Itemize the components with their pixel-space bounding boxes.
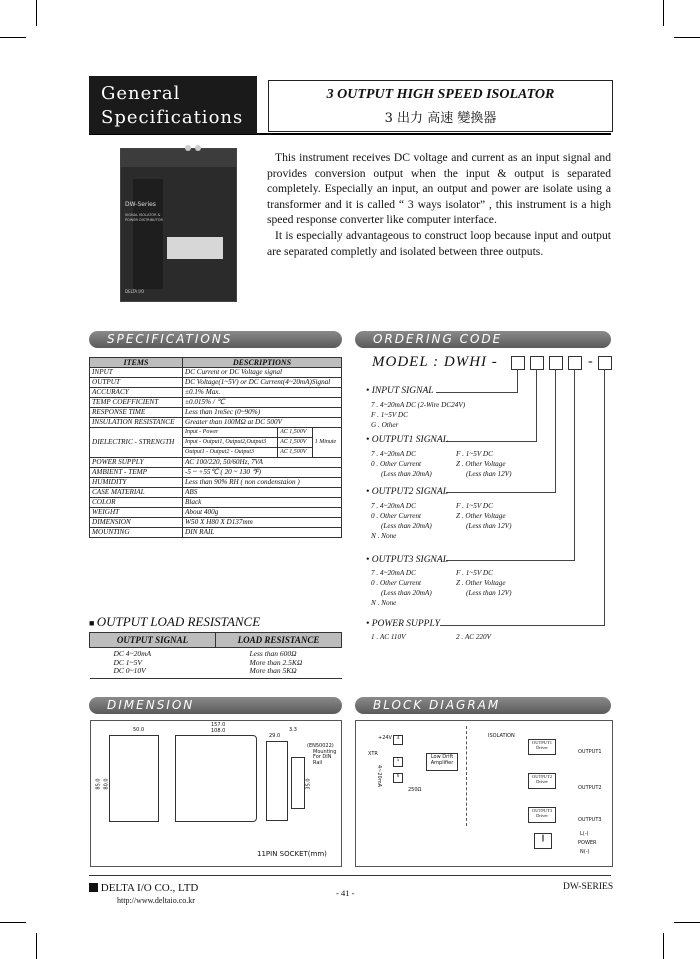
block-diagram-bar: BLOCK DIAGRAM <box>355 697 611 714</box>
column-header-output-signal: OUTPUT SIGNAL <box>90 633 216 648</box>
crop-mark <box>663 0 664 26</box>
code-box-power <box>598 356 612 370</box>
ordering-group-title-text: OUTPUT3 SIGNAL <box>371 555 448 565</box>
spec-desc: ±0.015% / ℃ <box>183 398 342 408</box>
socket-view <box>266 741 288 821</box>
spec-item: COLOR <box>90 498 183 508</box>
ordering-option: N . None <box>371 532 397 540</box>
connector-line <box>536 369 537 441</box>
xtr-label: XTR <box>368 751 378 757</box>
connector-line <box>517 369 518 392</box>
output3-label: OUTPUT3 <box>578 817 602 823</box>
spec-desc: DIN RAIL <box>183 528 342 538</box>
connector-line <box>440 625 605 626</box>
series-label: DW-SERIES <box>563 882 614 892</box>
table-row <box>90 478 342 488</box>
spec-desc: ±0.1% Max. <box>183 388 342 398</box>
spec-item: OUTPUT <box>90 378 183 388</box>
spec-desc: Less than 90% RH ( non condenstaion ) <box>183 478 342 488</box>
spec-item: WEIGHT <box>90 508 183 518</box>
ordering-group-options <box>371 632 405 642</box>
ordering-option: (Less than 12V) <box>466 522 512 530</box>
connector-line <box>446 492 556 493</box>
ordering-group-options <box>456 568 512 598</box>
dim-label: 50.0 <box>133 727 145 733</box>
section-title-line1: General <box>101 83 181 104</box>
spec-desc: Black <box>183 498 342 508</box>
socket-label: 11PIN SOCKET(mm) <box>257 850 327 858</box>
ordering-group-title-text: POWER SUPPLY <box>371 619 440 629</box>
ordering-option: 0 . Other Current <box>371 579 422 587</box>
square-bullet-icon: ■ <box>89 618 97 628</box>
table-row <box>90 488 342 498</box>
input-label: 4~20mA <box>376 764 383 788</box>
intro-paragraph-1: This instrument receives DC voltage and current as an input signal and provides conversion output when the input & output is separated completely. Especially an input, an output and power are isolate using a transformer and it is called “ 3 ways isolator” , this instrument is a high speed response converter like computer interface. <box>267 151 611 227</box>
crop-mark <box>674 922 700 923</box>
spec-desc: AC 100/220, 50/60Hz, 7VA <box>183 458 342 468</box>
output1-label: OUTPUT1 <box>578 749 602 755</box>
code-box-output3 <box>568 356 582 370</box>
amplifier-label: Low Drift <box>430 754 454 760</box>
crop-mark <box>0 37 26 38</box>
din-rail-view <box>291 757 305 809</box>
ordering-group-options <box>371 400 465 430</box>
spec-value: AC 1,500V <box>278 428 313 438</box>
intro-paragraph-2: It is especially advantageous to construct loop because input and output are separated completly and isolated between three outputs. <box>267 228 611 258</box>
output-signal: DC 1~5V <box>113 657 142 667</box>
spec-desc: Input - Output1, Output2,Output3 <box>183 438 278 448</box>
table-row <box>90 468 342 478</box>
table-header-row <box>90 358 342 368</box>
section-title-line2: Specifications <box>101 107 244 128</box>
ordering-group-title: • OUTPUT1 SIGNAL <box>366 435 448 445</box>
spec-item: HUMIDITY <box>90 478 183 488</box>
isolation-line <box>466 726 468 826</box>
connector-line <box>574 369 575 560</box>
resistor-label: 250Ω <box>408 787 422 793</box>
code-box-output1 <box>530 356 544 370</box>
table-row <box>90 418 342 428</box>
company-name <box>89 882 198 894</box>
crop-mark <box>36 0 37 26</box>
product-photo <box>120 148 237 302</box>
block-diagram <box>355 720 613 867</box>
spec-item: CASE MATERIAL <box>90 488 183 498</box>
spec-duration: 1 Minute <box>312 428 341 458</box>
product-subtitle-1: SIGNAL ISOLATOR & <box>125 213 161 217</box>
ordering-group-title-text: OUTPUT1 SIGNAL <box>371 435 448 445</box>
table-row <box>90 498 342 508</box>
output1-driver: OUTPUT1 Driver <box>528 739 556 755</box>
code-box-input <box>511 356 525 370</box>
product-brand: DELTA I/O <box>125 289 145 294</box>
table-row <box>90 388 342 398</box>
ordering-option: 7 . 4~20mA DC <box>371 450 416 458</box>
load-resistance-cell <box>216 648 342 679</box>
dim-label: 80.0 <box>103 778 110 790</box>
output-load-title-text: OUTPUT LOAD RESISTANCE <box>96 614 261 629</box>
amplifier-box <box>426 753 458 771</box>
output3-driver: OUTPUT3 Driver <box>528 807 556 823</box>
ordering-group-title: • OUTPUT3 SIGNAL <box>366 555 448 565</box>
pin-box: 6 <box>393 773 403 783</box>
dimension-bar: DIMENSION <box>89 697 342 714</box>
spec-item: MOUNTING <box>90 528 183 538</box>
ordering-option: F . 1~5V DC <box>456 569 493 577</box>
ordering-option: Z . Other Voltage <box>456 512 506 520</box>
spec-item: DIMENSION <box>90 518 183 528</box>
spec-item: RESPONSE TIME <box>90 408 183 418</box>
crop-mark <box>663 933 664 959</box>
power-lo-label: L(-) <box>580 831 589 837</box>
crop-mark <box>36 933 37 959</box>
product-title-korean: 3 出力 高速 變換器 <box>384 111 497 126</box>
section-title <box>89 76 257 134</box>
connector-line <box>446 441 537 442</box>
dim-label: 3.3 <box>289 727 297 733</box>
plus24v-label: +24V <box>378 735 392 741</box>
ordering-option: 7 . 4~20mA DC <box>371 502 416 510</box>
table-row <box>90 368 342 378</box>
product-title-box <box>268 80 613 132</box>
company-url[interactable]: http://www.deltaio.co.kr <box>117 896 195 905</box>
ordering-option: (Less than 12V) <box>466 470 512 478</box>
crop-mark <box>674 37 700 38</box>
dim-label: 157.0 <box>211 722 226 728</box>
ordering-group-title: • OUTPUT2 SIGNAL <box>366 487 448 497</box>
crop-mark <box>0 922 26 923</box>
ordering-option: N . None <box>371 599 397 607</box>
output-signals-cell <box>90 648 216 679</box>
dim-label: 85.0 <box>95 778 102 790</box>
ordering-option: (Less than 12V) <box>466 589 512 597</box>
side-view <box>175 735 257 822</box>
column-header-items: ITEMS <box>90 358 183 368</box>
dim-standard: (EN50022) <box>307 743 334 749</box>
dimension-drawing <box>90 720 342 867</box>
ordering-option: G . Other <box>371 421 399 429</box>
amplifier-label: Amplifier <box>430 760 454 766</box>
product-series-label: DW-Series <box>125 201 156 208</box>
spec-desc: ABS <box>183 488 342 498</box>
table-header-row <box>90 633 342 648</box>
spec-item: AMBIENT - TEMP <box>90 468 183 478</box>
isolation-label: ISOLATION <box>488 733 515 739</box>
ordering-option: F . 1~5V DC <box>456 502 493 510</box>
ordering-option: 0 . Other Current <box>371 460 422 468</box>
output-load-title <box>89 614 260 630</box>
column-header-load-resistance: LOAD RESISTANCE <box>216 633 342 648</box>
spec-desc: DC Current or DC Voltage signal <box>183 368 342 378</box>
table-row <box>90 378 342 388</box>
connector-line <box>446 560 575 561</box>
ordering-option: 7 . 4~20mA DC <box>371 569 416 577</box>
spec-desc: About 400g <box>183 508 342 518</box>
company-name-text: DELTA I/O CO., LTD <box>100 882 199 894</box>
ordering-group-options <box>371 501 432 541</box>
ordering-group-title: • POWER SUPPLY <box>366 619 440 629</box>
spec-item: INPUT <box>90 368 183 378</box>
load-resistance: More than 2.5KΩ <box>249 657 303 667</box>
code-dash: - <box>588 354 593 369</box>
output-signal: DC 4~20mA <box>113 649 152 658</box>
output2-driver: OUTPUT2 Driver <box>528 773 556 789</box>
model-label: MODEL : DWHI - <box>372 354 498 370</box>
spec-item: TEMP COEFFICIENT <box>90 398 183 408</box>
ordering-group-title-text: INPUT SIGNAL <box>371 386 434 396</box>
ordering-option: 7 . 4~20mA DC (2-Wire DC24V) <box>371 401 466 409</box>
table-row <box>90 408 342 418</box>
output-signal: DC 0~10V <box>113 666 146 675</box>
ordering-option: (Less than 20mA) <box>381 470 432 478</box>
spec-value: AC 1,500V <box>278 438 313 448</box>
load-resistance: More than 5KΩ <box>249 666 297 675</box>
ordering-option: 2 . AC 220V <box>456 633 492 641</box>
power-transformer-icon: ∥ <box>534 833 552 849</box>
ordering-group-title-text: OUTPUT2 SIGNAL <box>371 487 448 497</box>
specifications-bar: SPECIFICATIONS <box>89 331 342 348</box>
power-label: POWER <box>578 840 597 846</box>
table-row <box>90 458 342 468</box>
spec-desc: Greater than 100MΩ at DC 500V <box>183 418 342 428</box>
connector-line <box>604 369 605 625</box>
table-row <box>90 398 342 408</box>
table-row <box>90 528 342 538</box>
spec-desc: Less than 1mSec (0~90%) <box>183 408 342 418</box>
ordering-option: Z . Other Voltage <box>456 579 506 587</box>
ordering-option: Z . Other Voltage <box>456 460 506 468</box>
ordering-group-options <box>371 449 432 479</box>
front-view <box>109 735 159 822</box>
spec-item: INSULATION RESISTANCE <box>90 418 183 428</box>
ordering-option: (Less than 20mA) <box>381 522 432 530</box>
dim-mounting: Mounting <box>313 749 337 755</box>
ordering-option: 0 . Other Current <box>371 512 422 520</box>
ordering-option: F . 1~5V DC <box>371 411 408 419</box>
dim-mounting: For DIN Rail <box>313 754 332 766</box>
spec-item: DIELECTRIC - STRENGTH <box>90 428 183 458</box>
page-number: - 41 - <box>336 888 355 898</box>
footer-rule <box>89 875 611 876</box>
connector-line <box>436 392 518 393</box>
ordering-group-options <box>371 568 432 608</box>
ordering-group-options <box>456 501 512 531</box>
ordering-group-title: • INPUT SIGNAL <box>366 386 434 396</box>
table-row <box>90 648 342 679</box>
ordering-group-options <box>456 449 512 479</box>
column-header-descriptions: DESCRIPTIONS <box>183 358 342 368</box>
spec-desc: Input - Power <box>183 428 278 438</box>
intro-text <box>267 150 611 259</box>
product-title: 3 OUTPUT HIGH SPEED ISOLATOR <box>326 87 555 102</box>
output-load-table <box>89 632 342 679</box>
spec-desc: Output1 - Output2 - Output3 <box>183 448 278 458</box>
load-resistance: Less than 600Ω <box>249 649 297 658</box>
spec-item: ACCURACY <box>90 388 183 398</box>
pin-box: 5 <box>393 757 403 767</box>
connector-line <box>555 369 556 492</box>
code-box-output2 <box>549 356 563 370</box>
dim-label: 108.0 <box>211 728 226 734</box>
specifications-table <box>89 357 342 538</box>
company-logo-icon <box>89 883 98 892</box>
table-row <box>90 428 342 438</box>
dim-label: 29.0 <box>269 733 281 739</box>
spec-desc: W50 X H80 X D137mm <box>183 518 342 528</box>
ordering-group-options <box>456 632 491 642</box>
spec-desc: -5 ~ +55℃ ( 20 ~ 130 ℉) <box>183 468 342 478</box>
table-row <box>90 508 342 518</box>
ordering-code-bar: ORDERING CODE <box>355 331 611 348</box>
output2-label: OUTPUT2 <box>578 785 602 791</box>
ordering-option: (Less than 20mA) <box>381 589 432 597</box>
spec-item: POWER SUPPLY <box>90 458 183 468</box>
table-row <box>90 518 342 528</box>
power-n-label: N(-) <box>580 849 590 855</box>
product-subtitle-2: POWER DISTRIBUTOR <box>125 218 163 222</box>
pin-box: 4 <box>393 735 403 745</box>
dim-label: 35.0 <box>305 778 312 790</box>
ordering-option: F . 1~5V DC <box>456 450 493 458</box>
ordering-option: 1 . AC 110V <box>371 633 406 641</box>
spec-value: AC 1,500V <box>278 448 313 458</box>
spec-desc: DC Voltage(1~5V) or DC Current(4~20mA)Signal <box>183 378 342 388</box>
